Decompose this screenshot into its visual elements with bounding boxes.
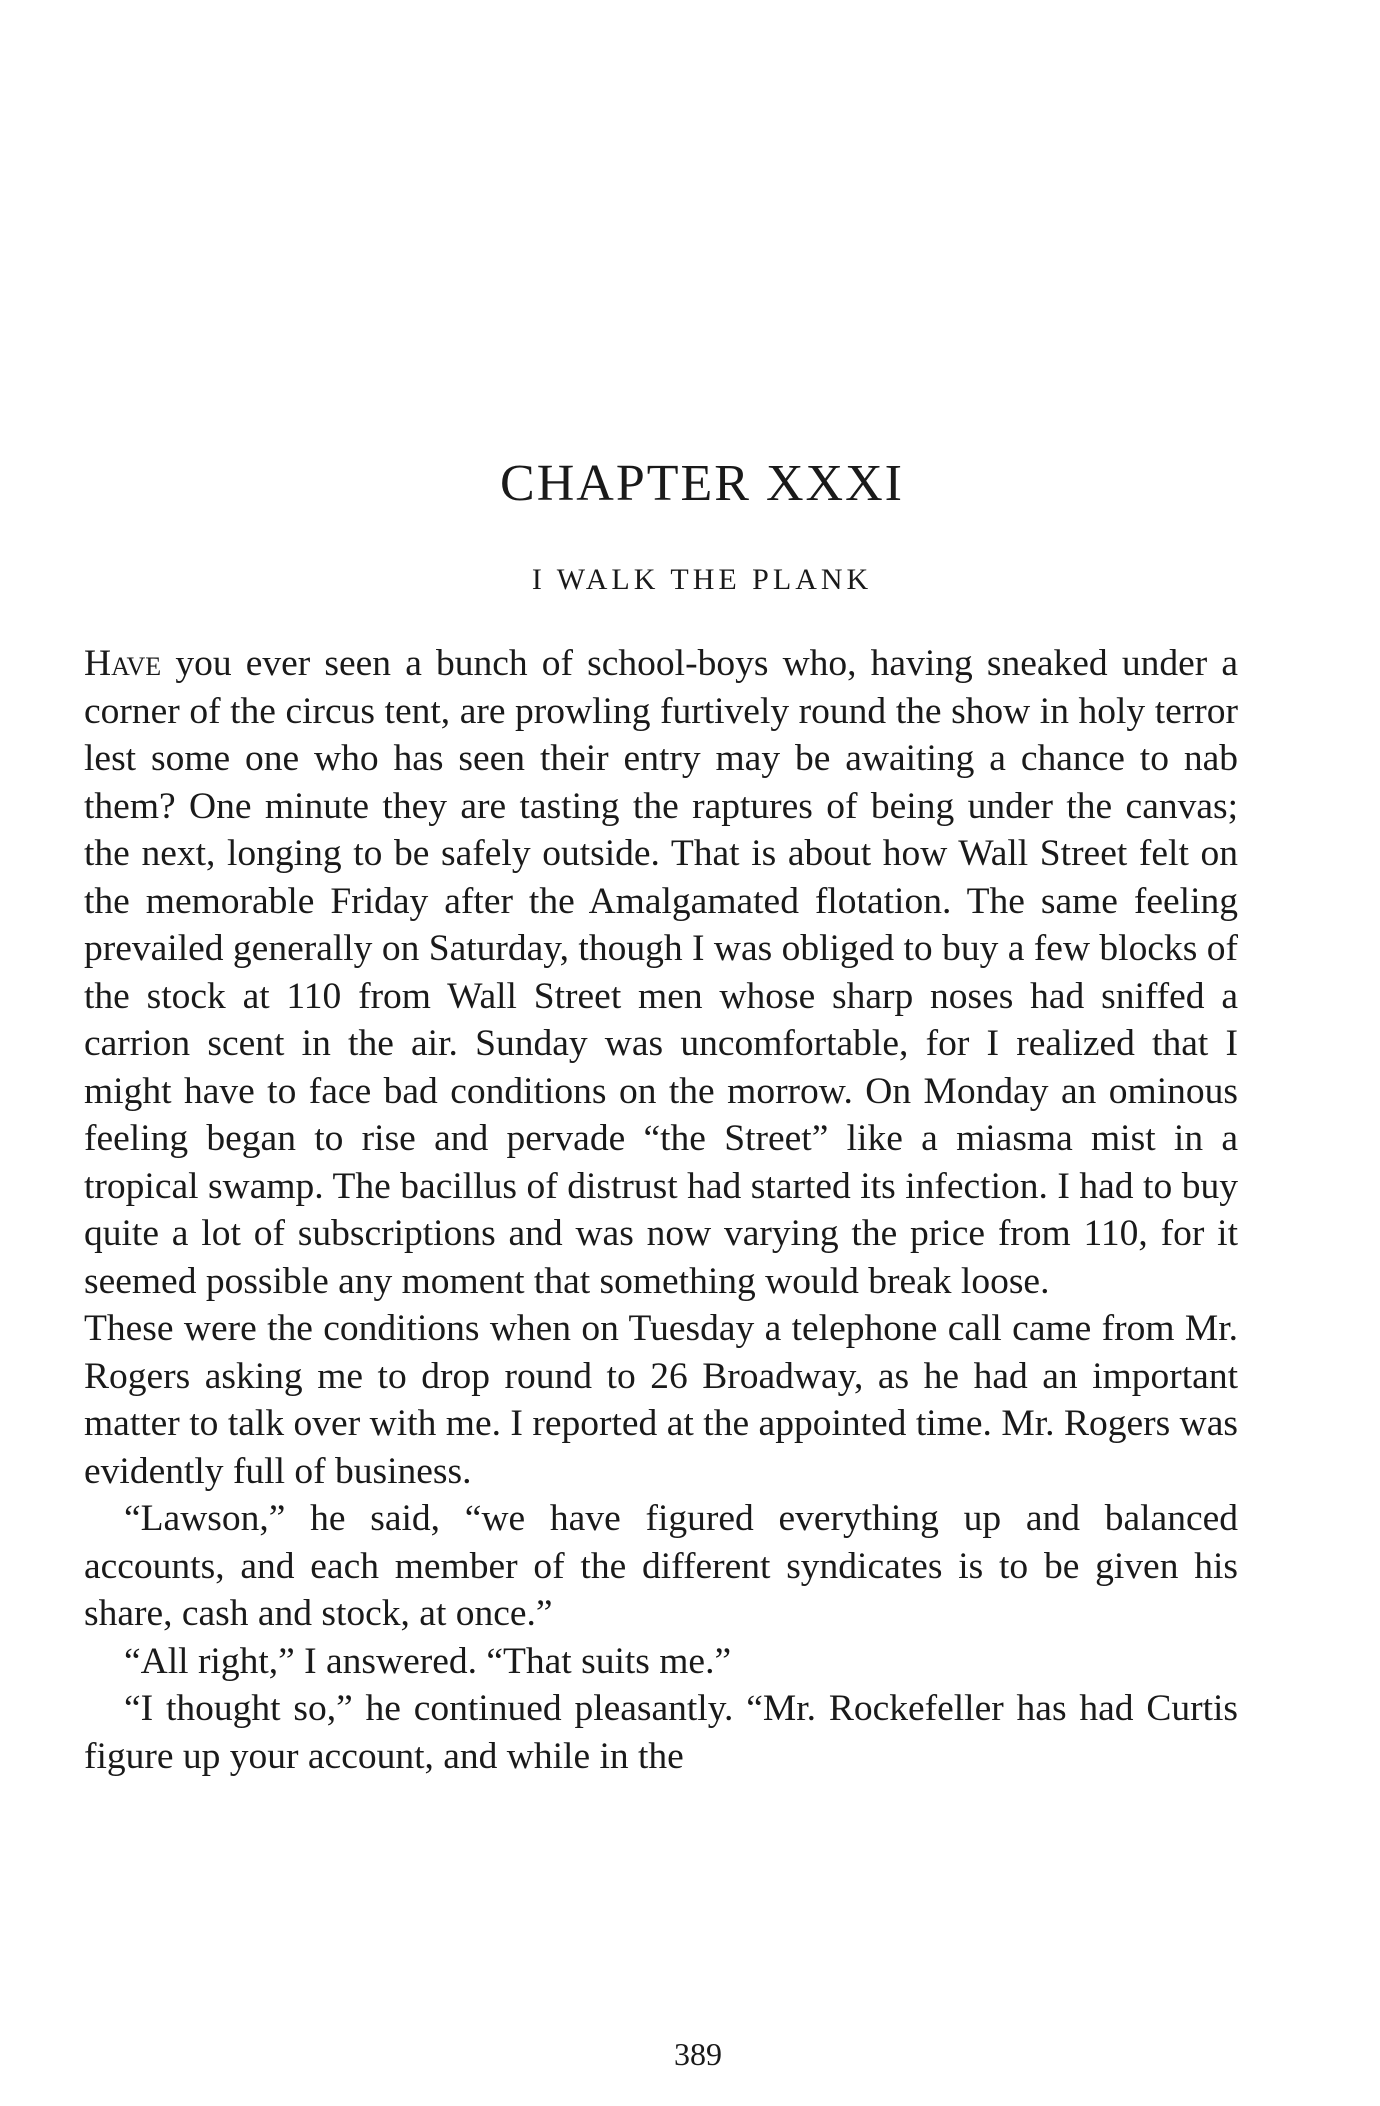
- paragraph-2: These were the conditions when on Tuesday a telephone call came from Mr. Rogers asking me to drop round to 26 Broadway, as he had an important matter to talk over with me. I reported at the appointed time. Mr. Rogers was evidently full of business.: [84, 1308, 1238, 1492]
- paragraph-4: “All right,” I answered. “That suits me.”: [124, 1640, 732, 1682]
- body-text: [84, 640, 1238, 1780]
- page-number: 389: [674, 2036, 722, 2072]
- paragraph-lead-word: Have: [84, 643, 162, 684]
- chapter-title: CHAPTER XXXI: [500, 455, 904, 512]
- paragraph-3: “Lawson,” he said, “we have figured everything up and balanced accounts, and each member of the different syndicates is to be given his share, cash and stock, at once.”: [84, 1498, 1238, 1634]
- paragraph-1: [84, 640, 1238, 1305]
- paragraph-5: “I thought so,” he continued pleasantly. “Mr. Rockefeller has had Curtis figure up your account, and while in the: [84, 1688, 1238, 1777]
- paragraph-1-text: you ever seen a bunch of school-boys who, having sneaked under a corner of the circus tent, are prowling furtively round the show in holy terror lest some one who has seen their entry may be awaiting a chance to nab them? One minute they are tasting the raptures of being under the canvas; the next, longing to be safely outside. That is about how Wall Street felt on the memorable Friday after the Amalgamated flotation. The same feeling prevailed generally on Saturday, though I was obliged to buy a few blocks of the stock at 110 from Wall Street men whose sharp noses had sniffed a carrion scent in the air. Sunday was uncomfortable, for I realized that I might have to face bad conditions on the morrow. On Monday an ominous feeling began to rise and pervade “the Street” like a miasma mist in a tropical swamp. The bacillus of distrust had started its infection. I had to buy quite a lot of subscriptions and was now varying the price from 110, for it seemed possible any moment that something would break loose.: [84, 643, 1238, 1302]
- chapter-subtitle: I WALK THE PLANK: [531, 563, 873, 596]
